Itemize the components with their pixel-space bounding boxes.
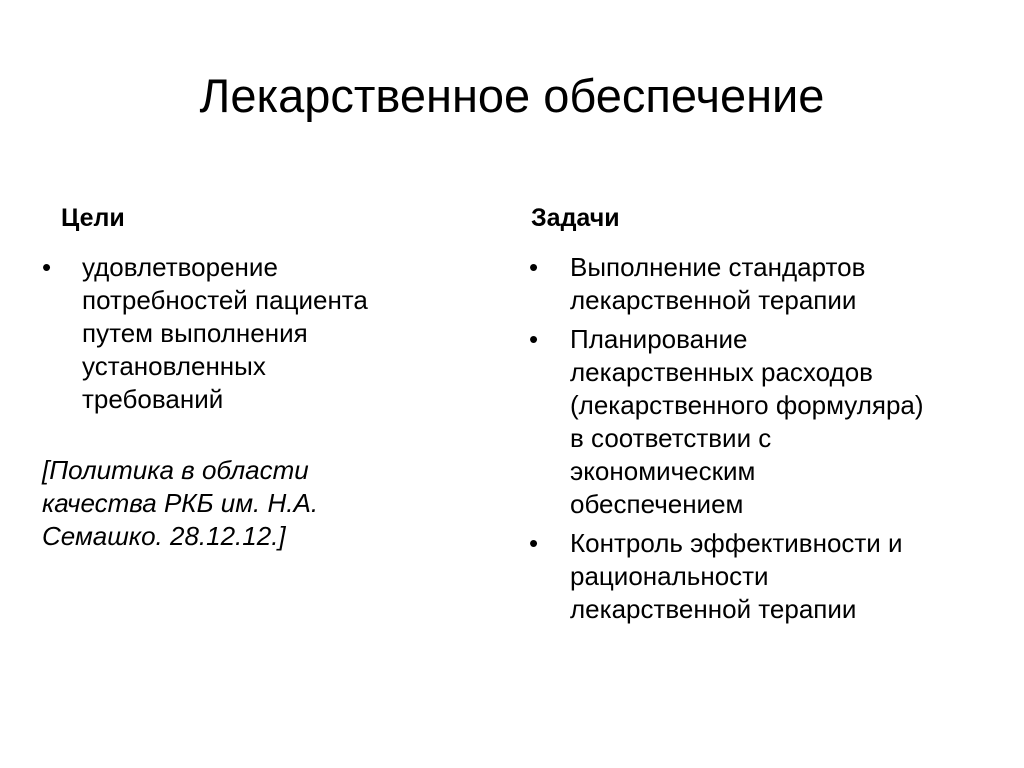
goal-line: удовлетворение (82, 252, 278, 282)
task-line: Выполнение стандартов (570, 252, 866, 282)
task-item (529, 323, 999, 521)
goal-line: установленных (82, 351, 266, 381)
reference-line: качества РКБ им. Н.А. (42, 488, 319, 518)
task-line: лекарственной терапии (570, 285, 857, 315)
reference-line: [Политика в области (42, 455, 309, 485)
task-item (529, 251, 999, 317)
goals-heading: Цели (61, 204, 125, 232)
bullet-icon: • (529, 324, 539, 354)
task-line: экономическим (570, 456, 756, 486)
slide-title: Лекарственное обеспечение (199, 69, 825, 122)
bullet-icon: • (529, 528, 539, 558)
reference-line: Семашко. 28.12.12.] (42, 521, 286, 551)
bullet-icon: • (529, 252, 539, 282)
goal-line: требований (82, 384, 224, 414)
tasks-heading: Задачи (531, 204, 620, 232)
task-line: обеспечением (570, 489, 744, 519)
task-line: рациональности (570, 561, 769, 591)
task-line: лекарственной терапии (570, 594, 857, 624)
task-item (529, 527, 999, 626)
goal-line: потребностей пациента (82, 285, 368, 315)
task-line: в соответствии с (570, 423, 772, 453)
bullet-icon: • (42, 252, 52, 282)
goal-line: путем выполнения (82, 318, 308, 348)
tasks-column (529, 251, 999, 626)
goal-item (42, 251, 482, 416)
task-line: лекарственных расходов (570, 357, 873, 387)
policy-reference (42, 454, 482, 553)
task-line: Контроль эффективности и (570, 528, 903, 558)
task-line: (лекарственного формуляра) (570, 390, 924, 420)
task-line: Планирование (570, 324, 748, 354)
goals-column (42, 251, 482, 553)
